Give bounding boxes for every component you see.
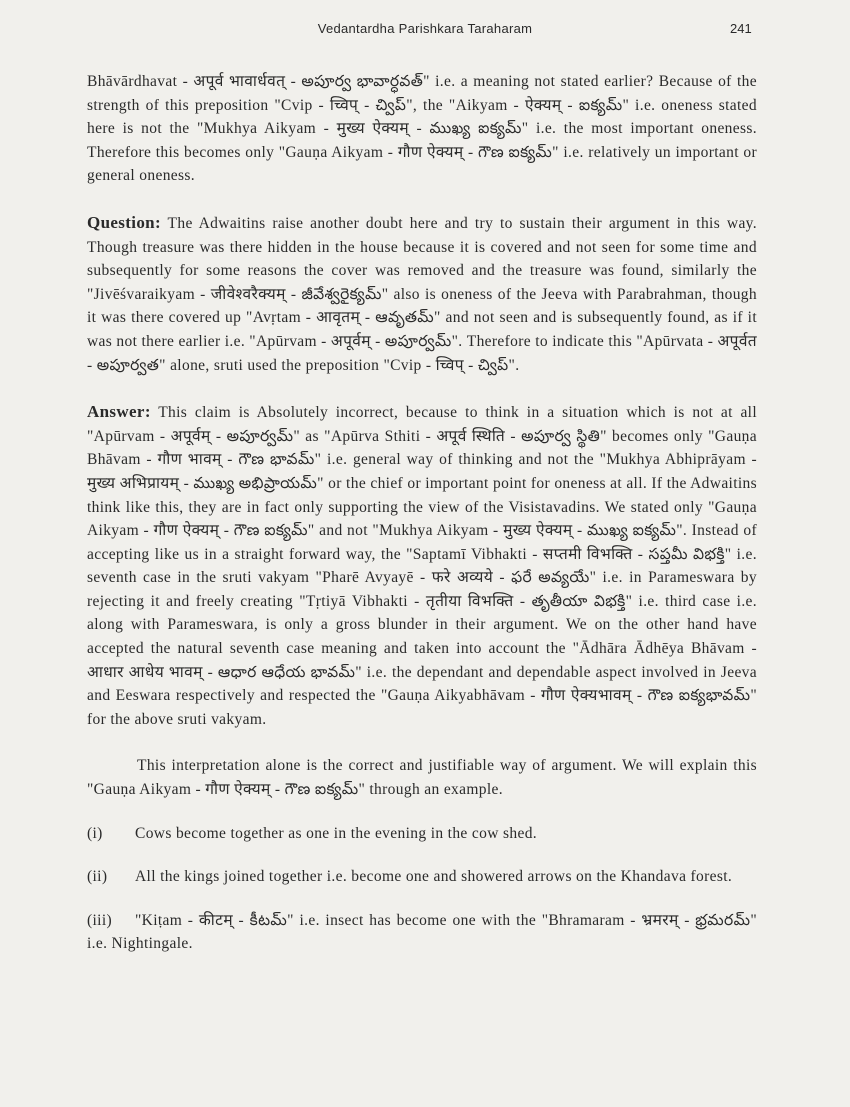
- example-number: (ii): [87, 868, 108, 886]
- page-number: 241: [730, 21, 752, 36]
- example-item: [87, 909, 757, 956]
- question-text: The Adwaitins raise another doubt here and try to sustain their argument in this way. Though treasure was there hidden in the house because it is covered and not seen for some time and subsequently for some reasons the cover was removed and the treasure was found, similarly the "Jivēśvaraikyam - जीवेश्वरैक्यम् - జీవేశ్వరైక్యమ్" also is oneness of the Jeeva with Parabrahman, though it was there covered up "Avṛtam - आवृतम् - ఆవృతమ్" and not seen and is subsequently found, as if it was not there earlier i.e. "Apūrvam - अपूर्वम् - అపూర్వమ్". Therefore to indicate this "Apūrvata - अपूर्वत - అపూర్వత" alone, sruti used the preposition "Cvip - च्विप् - చ్విప్".: [87, 214, 757, 374]
- example-text: All the kings joined together i.e. become one and showered arrows on the Khandava forest.: [135, 868, 733, 886]
- example-item: [87, 822, 757, 846]
- running-title: Vedantardha Parishkara Taraharam: [317, 21, 533, 36]
- paragraph-meaning: Bhāvārdhavat - अपूर्व भावार्धवत् - అపూర్వ భావార్ధవత్" i.e. a meaning not stated earlier? Because of the strength of this preposition "Cvip - च्विप् - చ్విప్", the "Aikyam - ऐक्यम् - ఐక్యమ్" i.e. oneness stated here is not the "Mukhya Aikyam - मुख्य ऐक्यम् - ముఖ్య ఐక్యమ్" i.e. the most important oneness. Therefore this becomes only "Gauṇa Aikyam - गौण ऐक्यम् - గౌణ ఐక్యమ్" i.e. relatively un important or general oneness.: [87, 73, 757, 185]
- question-label: Question:: [87, 212, 161, 232]
- answer-label: Answer:: [87, 402, 151, 422]
- example-text: Cows become together as one in the evening in the cow shed.: [135, 824, 538, 842]
- answer-text: This claim is Absolutely incorrect, because to think in a situation which is not at all "Apūrvam - अपूर्वम् - అపూర్వమ్" as "Apūrva Sthiti - अपूर्व स्थिति - అపూర్వ స్థితి" becomes only "Gauṇa Bhāvam - गौण भावम् - గౌణ భావమ్" i.e. general way of thinking and not the "Mukhya Abhiprāyam - मुख्य अभिप्रायम् - ముఖ్య అభిప్రాయమ్" or the chief or important point for oneness at all. If the Adwaitins think like this, they are in fact only supporting the view of the Visistavadins. We stated only "Gauṇa Aikyam - गौण ऐक्यम् - గౌణ ఐక్యమ్" and not "Mukhya Aikyam - मुख्य ऐक्यम् - ముఖ్య ఐక్యమ్". Instead of accepting like us in a straight forward way, the "Saptamī Vibhakti - सप्तमी विभक्ति - సప్తమీ విభక్తి" i.e. seventh case in the sruti vakyam "Pharē Avyayē - फरे अव्यये - ఫరే అవ్యయే" i.e. in Parameswara by rejecting it and freely creating "Tṛtiyā Vibhakti - तृतीया विभक्ति - తృతీయా విభక్తి" i.e. third case i.e. along with Parameswara, is only a gross blunder in their argument. We on the other hand have accepted the natural seventh case meaning and taken into account the "Ādhāra Ādhēya Bhāvam - आधार आधेय भावम् - ఆధార ఆధేయ భావమ్" i.e. the dependant and dependable aspect involved in Jeeva and Eeswara respectively and respected the "Gauṇa Aikyabhāvam - गौण ऐक्यभावम् - గౌణ ఐక్యభావమ్" for the above sruti vakyam.: [87, 404, 757, 728]
- answer-paragraph: [87, 400, 757, 731]
- interpretation-paragraph: This interpretation alone is the correct and justifiable way of argument. We will explain this "Gauṇa Aikyam - गौण ऐक्यम् - గౌణ ఐక్యమ్" through an example.: [87, 757, 757, 799]
- example-text: "Kiṭam - कीटम् - కీటమ్" i.e. insect has become one with the "Bhramaram - भ्रमरम् - భ్రమరమ్" i.e. Nightingale.: [87, 911, 757, 953]
- example-item: [87, 865, 757, 889]
- page-body: [87, 70, 757, 956]
- question-paragraph: [87, 211, 757, 377]
- example-number: (iii): [87, 911, 112, 929]
- example-number: (i): [87, 824, 103, 842]
